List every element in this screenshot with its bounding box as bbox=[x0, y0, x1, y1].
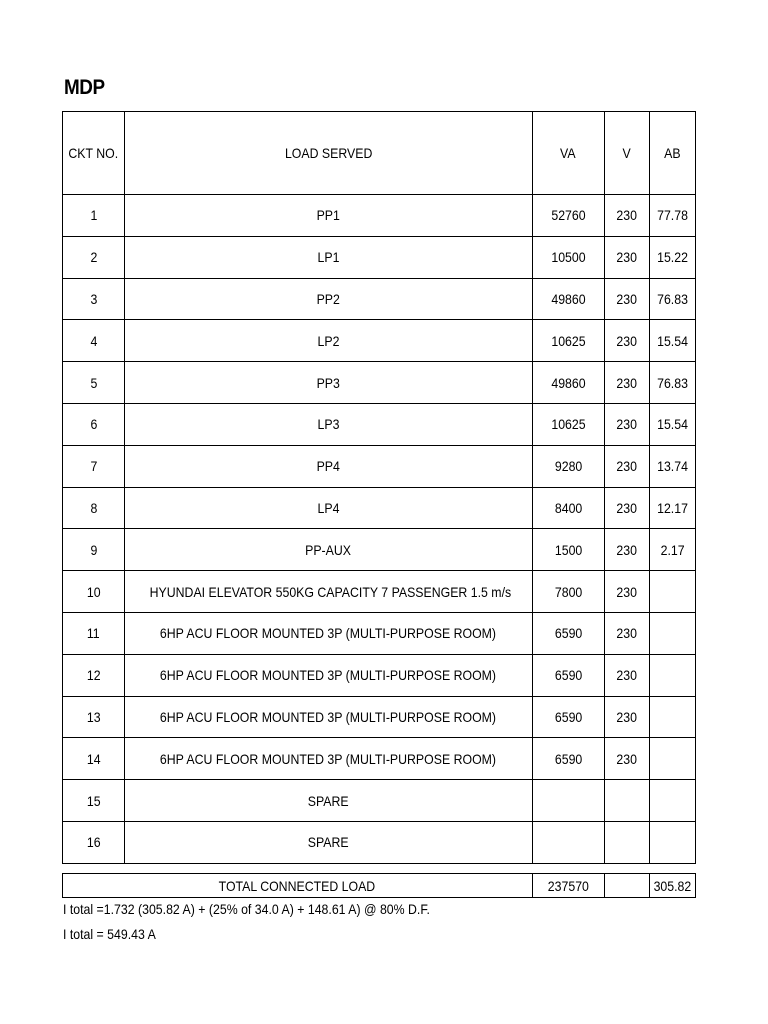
table-row bbox=[63, 195, 696, 237]
cell-va bbox=[532, 821, 604, 863]
table-header-row bbox=[63, 112, 696, 195]
cell-load-served: PP3 bbox=[125, 362, 533, 404]
cell-va: 6590 bbox=[532, 738, 604, 780]
cell-ab: 76.83 bbox=[649, 278, 695, 320]
table-row bbox=[63, 696, 696, 738]
cell-ab: 76.83 bbox=[649, 362, 695, 404]
cell-v: 230 bbox=[604, 320, 649, 362]
cell-v: 230 bbox=[604, 236, 649, 278]
total-label: TOTAL CONNECTED LOAD bbox=[63, 874, 533, 898]
cell-ab bbox=[649, 571, 695, 613]
header-va: VA bbox=[532, 112, 604, 195]
cell-ckt-no: 3 bbox=[63, 278, 125, 320]
cell-v bbox=[604, 821, 649, 863]
cell-ckt-no: 1 bbox=[63, 195, 125, 237]
cell-ab: 12.17 bbox=[649, 487, 695, 529]
cell-ab bbox=[649, 821, 695, 863]
cell-load-served: PP2 bbox=[125, 278, 533, 320]
cell-load-served: 6HP ACU FLOOR MOUNTED 3P (MULTI-PURPOSE ROOM) bbox=[125, 654, 533, 696]
cell-ckt-no: 5 bbox=[63, 362, 125, 404]
total-v bbox=[604, 874, 649, 898]
table-row bbox=[63, 487, 696, 529]
cell-va: 49860 bbox=[532, 278, 604, 320]
cell-va: 7800 bbox=[532, 571, 604, 613]
cell-ckt-no: 13 bbox=[63, 696, 125, 738]
cell-ckt-no: 15 bbox=[63, 780, 125, 822]
cell-load-served: HYUNDAI ELEVATOR 550KG CAPACITY 7 PASSENGER 1.5 m/s bbox=[125, 571, 533, 613]
cell-ckt-no: 14 bbox=[63, 738, 125, 780]
total-row bbox=[63, 874, 696, 898]
cell-v: 230 bbox=[604, 654, 649, 696]
cell-ckt-no: 6 bbox=[63, 403, 125, 445]
cell-va: 6590 bbox=[532, 654, 604, 696]
cell-va: 8400 bbox=[532, 487, 604, 529]
table-row bbox=[63, 738, 696, 780]
header-ab: AB bbox=[649, 112, 695, 195]
cell-ab: 13.74 bbox=[649, 445, 695, 487]
cell-load-served: PP4 bbox=[125, 445, 533, 487]
table-row bbox=[63, 362, 696, 404]
cell-v: 230 bbox=[604, 571, 649, 613]
cell-load-served: LP2 bbox=[125, 320, 533, 362]
cell-load-served: SPARE bbox=[125, 821, 533, 863]
cell-ab bbox=[649, 654, 695, 696]
cell-v: 230 bbox=[604, 529, 649, 571]
table-row bbox=[63, 278, 696, 320]
page-title: MDP bbox=[64, 76, 105, 99]
total-va: 237570 bbox=[532, 874, 604, 898]
table-row bbox=[63, 612, 696, 654]
cell-va: 10500 bbox=[532, 236, 604, 278]
current-formula-note: I total =1.732 (305.82 A) + (25% of 34.0 A) + 148.61 A) @ 80% D.F. bbox=[63, 901, 430, 917]
cell-va: 6590 bbox=[532, 612, 604, 654]
table-row bbox=[63, 780, 696, 822]
load-schedule-table bbox=[62, 111, 696, 864]
cell-ab bbox=[649, 738, 695, 780]
cell-load-served: 6HP ACU FLOOR MOUNTED 3P (MULTI-PURPOSE ROOM) bbox=[125, 696, 533, 738]
table-row bbox=[63, 529, 696, 571]
cell-v: 230 bbox=[604, 696, 649, 738]
table-row bbox=[63, 320, 696, 362]
table-row bbox=[63, 445, 696, 487]
header-load-served: LOAD SERVED bbox=[125, 112, 533, 195]
cell-v: 230 bbox=[604, 403, 649, 445]
total-ab: 305.82 bbox=[649, 874, 695, 898]
cell-load-served: PP1 bbox=[125, 195, 533, 237]
cell-v: 230 bbox=[604, 445, 649, 487]
cell-load-served: SPARE bbox=[125, 780, 533, 822]
cell-load-served: LP4 bbox=[125, 487, 533, 529]
cell-ab: 77.78 bbox=[649, 195, 695, 237]
cell-v: 230 bbox=[604, 487, 649, 529]
cell-v bbox=[604, 780, 649, 822]
cell-va bbox=[532, 780, 604, 822]
header-v: V bbox=[604, 112, 649, 195]
cell-ckt-no: 10 bbox=[63, 571, 125, 613]
cell-ckt-no: 11 bbox=[63, 612, 125, 654]
cell-va: 10625 bbox=[532, 320, 604, 362]
cell-va: 1500 bbox=[532, 529, 604, 571]
cell-load-served: LP1 bbox=[125, 236, 533, 278]
cell-v: 230 bbox=[604, 612, 649, 654]
cell-ckt-no: 9 bbox=[63, 529, 125, 571]
cell-ab: 15.54 bbox=[649, 320, 695, 362]
header-ckt-no: CKT NO. bbox=[63, 112, 125, 195]
cell-va: 9280 bbox=[532, 445, 604, 487]
cell-load-served: 6HP ACU FLOOR MOUNTED 3P (MULTI-PURPOSE ROOM) bbox=[125, 738, 533, 780]
cell-ab bbox=[649, 780, 695, 822]
cell-ckt-no: 8 bbox=[63, 487, 125, 529]
cell-va: 49860 bbox=[532, 362, 604, 404]
table-row bbox=[63, 236, 696, 278]
cell-v: 230 bbox=[604, 278, 649, 320]
total-connected-load-table bbox=[62, 873, 696, 898]
cell-load-served: LP3 bbox=[125, 403, 533, 445]
cell-load-served: 6HP ACU FLOOR MOUNTED 3P (MULTI-PURPOSE ROOM) bbox=[125, 612, 533, 654]
cell-ckt-no: 7 bbox=[63, 445, 125, 487]
cell-ckt-no: 2 bbox=[63, 236, 125, 278]
cell-ab: 2.17 bbox=[649, 529, 695, 571]
cell-ab bbox=[649, 696, 695, 738]
cell-va: 10625 bbox=[532, 403, 604, 445]
cell-ab: 15.54 bbox=[649, 403, 695, 445]
cell-ab: 15.22 bbox=[649, 236, 695, 278]
cell-v: 230 bbox=[604, 362, 649, 404]
current-result-note: I total = 549.43 A bbox=[63, 926, 156, 942]
table-row bbox=[63, 654, 696, 696]
cell-v: 230 bbox=[604, 195, 649, 237]
cell-ckt-no: 16 bbox=[63, 821, 125, 863]
cell-ckt-no: 4 bbox=[63, 320, 125, 362]
cell-va: 52760 bbox=[532, 195, 604, 237]
table-row bbox=[63, 571, 696, 613]
cell-va: 6590 bbox=[532, 696, 604, 738]
table-row bbox=[63, 403, 696, 445]
table-row bbox=[63, 821, 696, 863]
cell-v: 230 bbox=[604, 738, 649, 780]
cell-ab bbox=[649, 612, 695, 654]
cell-ckt-no: 12 bbox=[63, 654, 125, 696]
cell-load-served: PP-AUX bbox=[125, 529, 533, 571]
